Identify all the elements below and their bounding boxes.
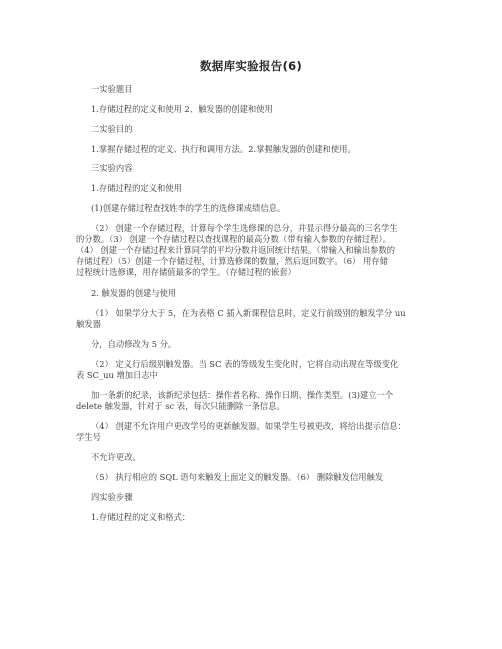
text-line: 分，自动修改为 5 分。 (91, 339, 177, 349)
text-line: 学生号 (76, 432, 101, 442)
document-title: 数据库实验报告(6) (199, 59, 302, 73)
text-line: 1.存储过程的定义和格式： (91, 512, 191, 522)
text-line: 触发器 (76, 319, 101, 329)
text-line: （1） 如果学分大于 5，在为表格 C 插入新课程信息时，定义行前级别的触发学分 uu (91, 308, 406, 318)
section-heading-1: 一实验题目 (91, 84, 133, 94)
section-heading-3: 三实验内容 (91, 163, 133, 173)
text-line: 1.存储过程的定义和使用 2、触发器的创建和使用 (91, 104, 273, 114)
text-line: （2） 创建一个存储过程，计算每个学生选修课的总分，并显示得分最高的三名学生 (91, 223, 398, 233)
text-line: 的分数。（3） 创建一个存储过程以查找课程的最高分数（带有输入参数的存储过程）。 (76, 234, 391, 244)
section-heading-2: 二实验目的 (91, 124, 133, 134)
text-line: (1)创建存储过程查找姓李的学生的选修课成绩信息。 (91, 203, 286, 213)
text-line: delete 触发器，针对于 sc 表，每次只能删除一条信息。 (76, 401, 285, 411)
text-line: 存储过程）（5）创建一个存储过程，计算选修课的数量，然后返回数字。（6） 用存储 (76, 256, 388, 266)
section-heading-5: 四实验步骤 (91, 492, 133, 502)
text-line: 过程统计选修课，用存储值最多的学生。（存储过程的嵌套） (76, 267, 296, 277)
text-line: 表 SC_uu 增加日志中 (76, 370, 158, 380)
section-heading-4: 2. 触发器的创建与使用 (91, 288, 177, 298)
text-line: （4） 创建一个存储过程来计算同学的平均分数并返回统计结果。（带输入和输出参数的 (76, 245, 396, 255)
text-line: 不允许更改。 (91, 452, 141, 462)
text-line: （5） 执行相应的 SQL 语句来触发上面定义的触发器。（6） 删除触发信用触发 (91, 472, 384, 482)
text-line: 1.存储过程的定义和使用 (91, 183, 182, 193)
text-line: 加一条新的纪录，该新纪录包括：操作者名称、操作日期、操作类型。(3)建立一个 (91, 390, 394, 400)
text-line: 1.掌握存储过程的定义、执行和调用方法。2.掌握触发器的创建和使用。 (91, 144, 356, 154)
text-line: （2） 定义行后级别触发器。当 SC 表的等级发生变化时，它将自动出现在等级变化 (91, 359, 399, 369)
text-line: （4） 创建不允许用户更改学号的更新触发器。如果学生号被更改，将给出提示信息： (91, 421, 406, 431)
